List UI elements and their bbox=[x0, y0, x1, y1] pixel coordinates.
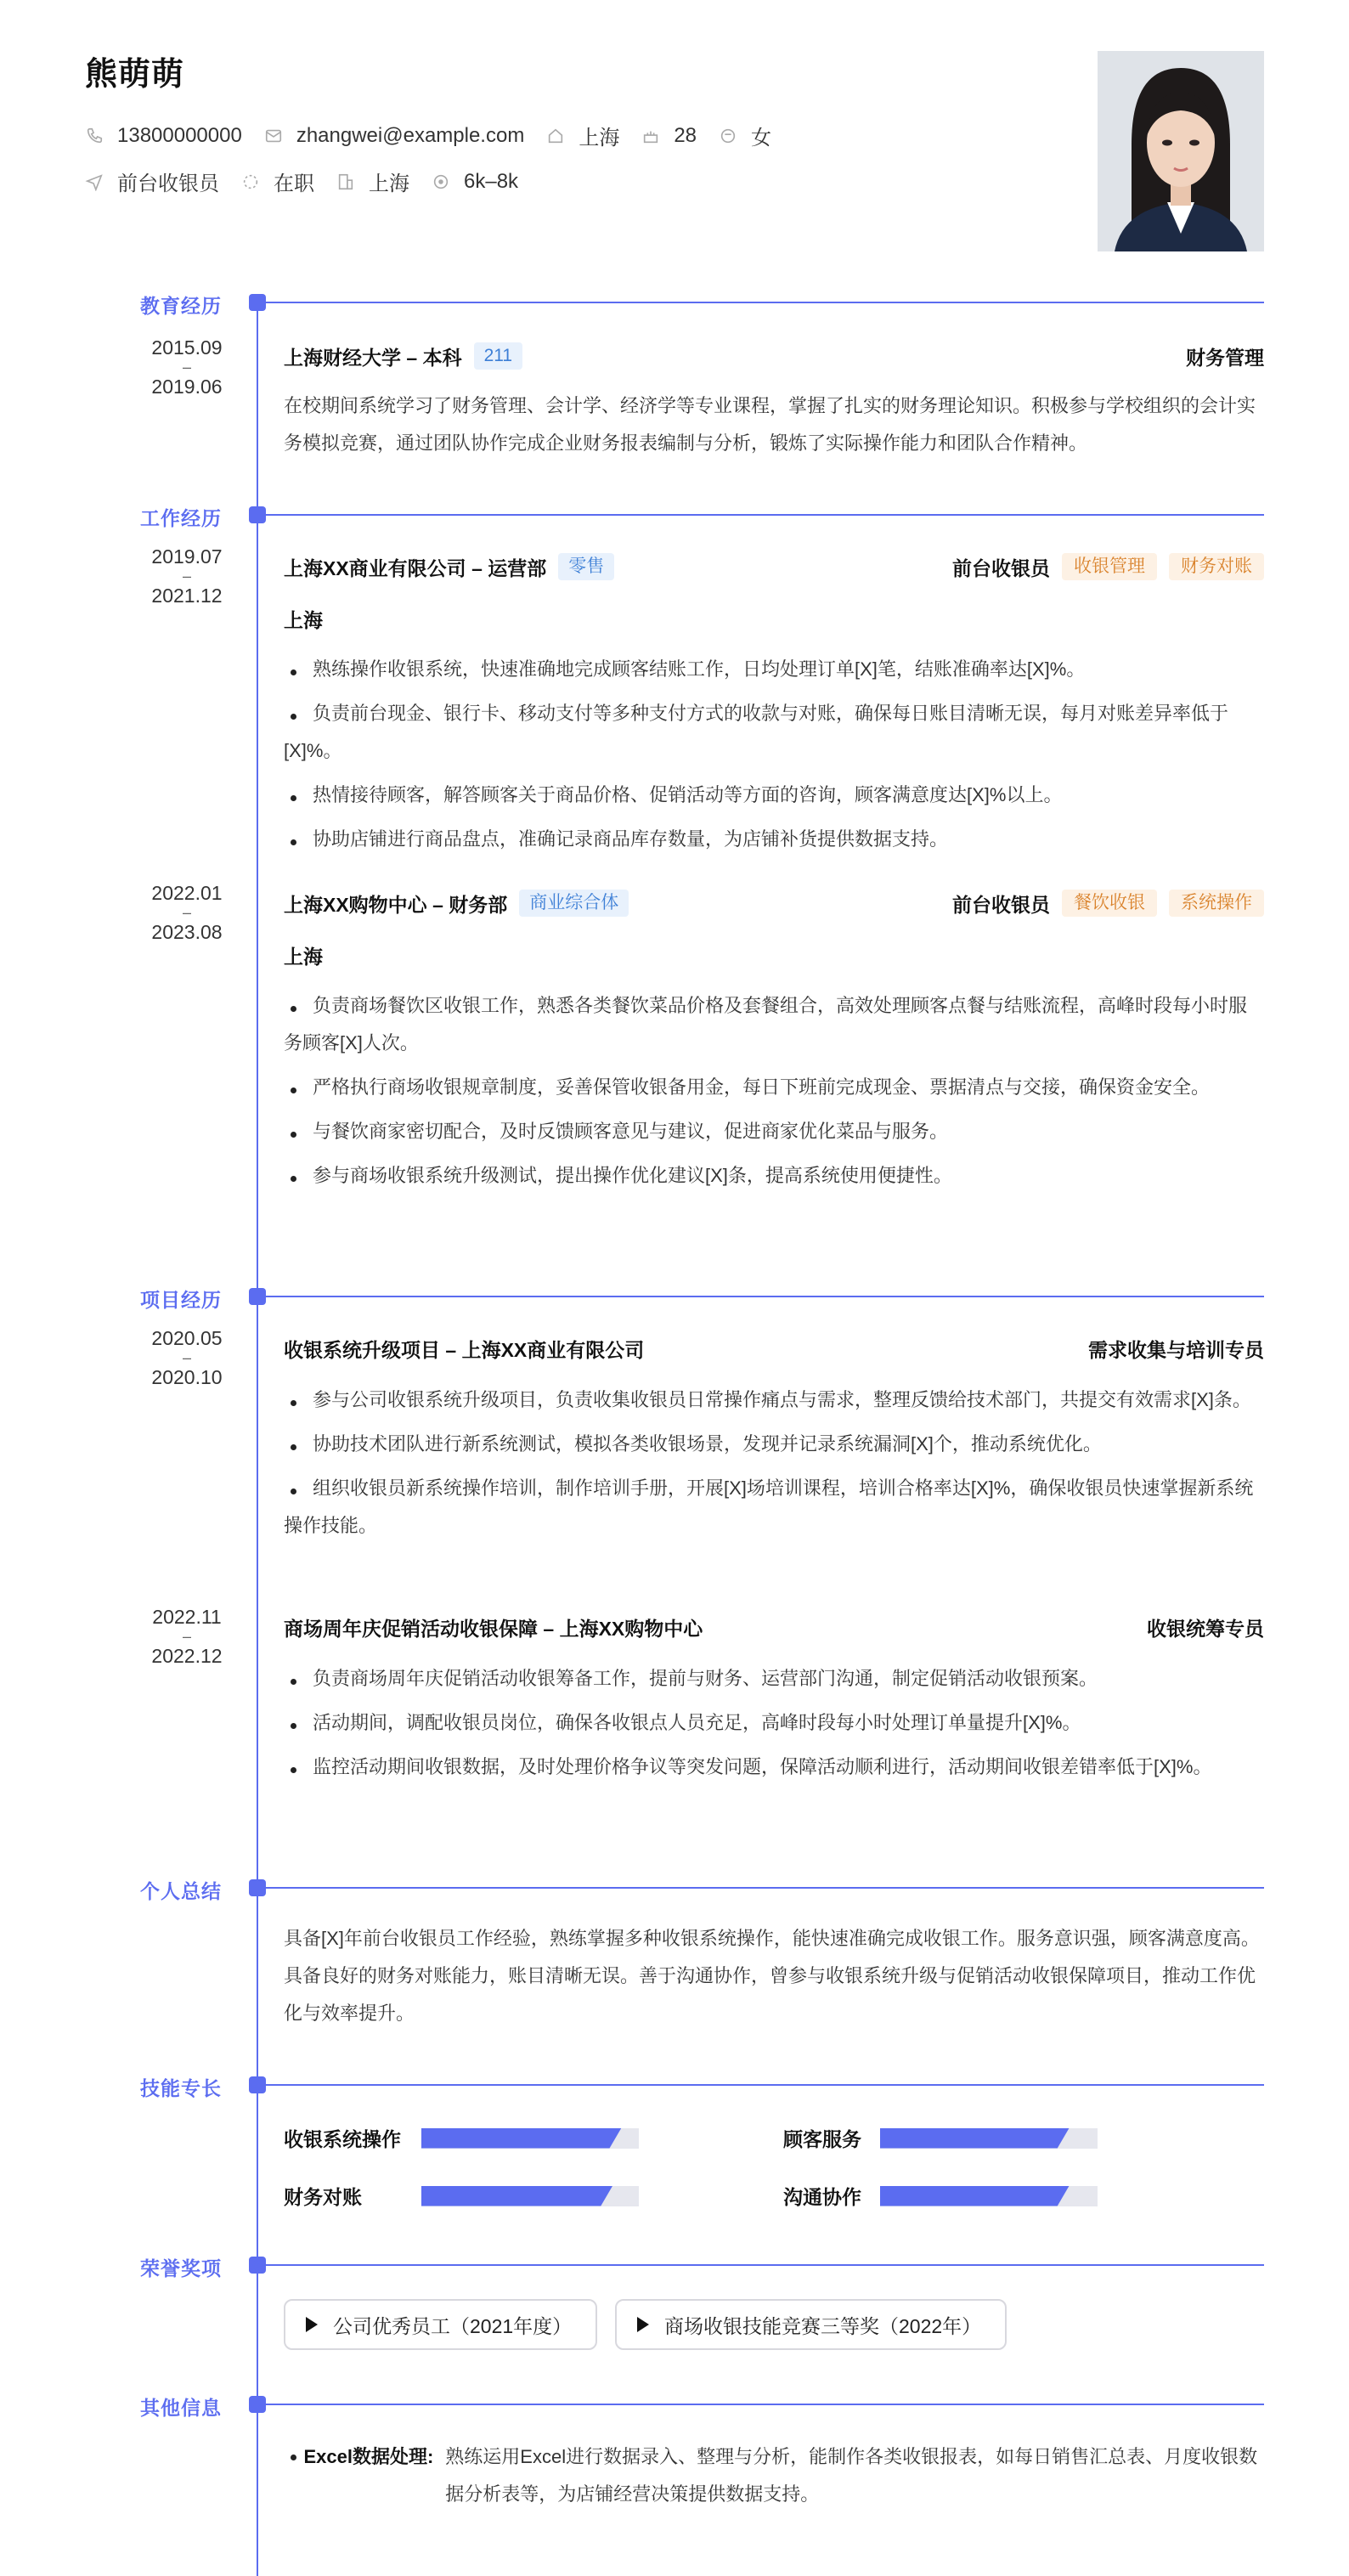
section-skills bbox=[0, 2073, 1349, 2099]
skill-tag: 财务对账 bbox=[1169, 553, 1264, 580]
section-work bbox=[0, 503, 1349, 528]
skill-name: 沟通协作 bbox=[783, 2186, 861, 2208]
section-marker bbox=[249, 2257, 266, 2274]
section-divider bbox=[266, 2404, 1264, 2405]
start-date: 2022.01 bbox=[151, 882, 223, 904]
list-item: 熟练操作收银系统，快速准确地完成顾客结账工作，日均处理订单[X]笔，结账准确率达[X]%。 bbox=[313, 658, 1086, 680]
salary-item bbox=[432, 170, 518, 194]
other-info-item bbox=[284, 2438, 1264, 2513]
list-item: 参与商场收银系统升级测试，提出操作优化建议[X]条，提高系统使用便捷性。 bbox=[313, 1165, 952, 1186]
list-item: 参与公司收银系统升级项目，负责收集收银员日常操作痛点与需求，整理反馈给技术部门，共提交有效需求[X]条。 bbox=[313, 1389, 1251, 1410]
project1-bullets bbox=[284, 1381, 1264, 1551]
project1-title-row bbox=[284, 1334, 1264, 1363]
section-divider bbox=[266, 2084, 1264, 2086]
home-icon bbox=[546, 127, 565, 145]
list-item: 与餐饮商家密切配合，及时反馈顾客意见与建议，促进商家优化菜品与服务。 bbox=[313, 1121, 949, 1142]
status-text: 在职 bbox=[274, 172, 314, 195]
section-divider bbox=[266, 1887, 1264, 1889]
honor-text: 商场收银技能竞赛三等奖（2022年） bbox=[664, 2314, 982, 2337]
section-title: 教育经历 bbox=[140, 295, 222, 317]
list-item: 负责商场周年庆促销活动收银筹备工作，提前与财务、运营部门沟通，制定促销活动收银预案。 bbox=[313, 1668, 1098, 1689]
section-marker bbox=[249, 1879, 266, 1896]
other-info-value: 熟练运用Excel进行数据录入、整理与分析，能制作各类收银报表，如每日销售汇总表、月度收银数据分析表等，为店铺经营决策提供数据支持。 bbox=[445, 2446, 1258, 2505]
start-date: 2015.09 bbox=[151, 336, 223, 359]
industry-tag: 商业综合体 bbox=[519, 890, 629, 917]
work1-bullets bbox=[284, 651, 1264, 865]
school-name: 上海财经大学 – 本科 bbox=[284, 346, 462, 369]
loading-icon bbox=[241, 172, 260, 191]
school-tag: 211 bbox=[474, 342, 522, 370]
skill-fill bbox=[421, 2186, 612, 2206]
honor-item bbox=[284, 2299, 597, 2350]
industry-tag: 零售 bbox=[558, 553, 614, 580]
city-item bbox=[546, 121, 619, 150]
skill-item bbox=[284, 2182, 639, 2210]
skill-item bbox=[783, 2182, 1098, 2210]
job-role: 前台收银员 bbox=[952, 893, 1050, 916]
section-title: 技能专长 bbox=[140, 2077, 222, 2099]
work1-dates: 2019.07 – 2021.12 bbox=[151, 545, 223, 607]
building-icon bbox=[336, 172, 355, 191]
skill-bar bbox=[880, 2128, 1098, 2149]
section-divider bbox=[266, 1296, 1264, 1297]
salary-text: 6k–8k bbox=[464, 169, 519, 193]
project2-title-row bbox=[284, 1613, 1264, 1641]
skill-item bbox=[783, 2124, 1098, 2152]
start-date: 2019.07 bbox=[151, 545, 223, 568]
section-title: 荣誉奖项 bbox=[140, 2257, 222, 2279]
work1-location: 上海 bbox=[284, 609, 323, 631]
company-name: 上海XX商业有限公司 – 运营部 bbox=[284, 556, 547, 579]
gender-icon bbox=[719, 127, 737, 145]
play-icon bbox=[306, 2317, 318, 2332]
section-summary bbox=[0, 1876, 1349, 1901]
profile-photo bbox=[1098, 51, 1264, 251]
project1-dates: 2020.05 – 2020.10 bbox=[151, 1327, 223, 1388]
company-name: 上海XX购物中心 – 财务部 bbox=[284, 893, 508, 916]
end-date: 2021.12 bbox=[151, 585, 223, 607]
email-text: zhangwei@example.com bbox=[296, 123, 525, 147]
section-divider bbox=[266, 302, 1264, 303]
timeline-line bbox=[257, 302, 258, 2576]
skill-tag: 系统操作 bbox=[1169, 890, 1264, 917]
list-item: 活动期间，调配收银员岗位，确保各收银点人员充足，高峰时段每小时处理订单量提升[X]%。 bbox=[313, 1712, 1081, 1733]
start-date: 2020.05 bbox=[151, 1327, 223, 1349]
work2-dates: 2022.01 – 2023.08 bbox=[151, 882, 223, 943]
skill-tag: 收银管理 bbox=[1062, 553, 1157, 580]
project2-dates: 2022.11 – 2022.12 bbox=[151, 1606, 223, 1667]
section-divider bbox=[266, 2264, 1264, 2266]
work1-title-row bbox=[284, 552, 1264, 581]
skill-name: 顾客服务 bbox=[783, 2128, 861, 2150]
summary-text: 具备[X]年前台收银员工作经验，熟练掌握多种收银系统操作，能快速准确完成收银工作。服务意识强，顾客满意度高。具备良好的财务对账能力，账目清晰无误。善于沟通协作，曾参与收银系统升级与促销活动收银保障项目，推动工作优化与效率提升。 bbox=[284, 1928, 1260, 2024]
edu-dates: 2015.09 – 2019.06 bbox=[151, 336, 223, 398]
other-info-key: Excel数据处理: bbox=[303, 2446, 434, 2467]
position-text: 前台收银员 bbox=[117, 172, 219, 195]
section-title: 工作经历 bbox=[140, 507, 222, 529]
end-date: 2019.06 bbox=[151, 376, 223, 398]
age-text: 28 bbox=[674, 123, 697, 147]
list-item: 热情接待顾客，解答顾客关于商品价格、促销活动等方面的咨询，顾客满意度达[X]%以上。 bbox=[313, 784, 1063, 805]
edu-description: 在校期间系统学习了财务管理、会计学、经济学等专业课程，掌握了扎实的财务理论知识。积极参与学校组织的会计实务模拟竞赛，通过团队协作完成企业财务报表编制与分析，锻炼了实际操作能力和团队合作精神。 bbox=[284, 395, 1256, 454]
work2-bullets bbox=[284, 987, 1264, 1201]
skill-item bbox=[284, 2124, 639, 2152]
section-divider bbox=[266, 514, 1264, 516]
skill-tag: 餐饮收银 bbox=[1062, 890, 1157, 917]
job-role: 前台收银员 bbox=[952, 556, 1050, 579]
list-item: 负责前台现金、银行卡、移动支付等多种支付方式的收款与对账，确保每日账目清晰无误，每月对账差异率低于[X]%。 bbox=[284, 703, 1229, 761]
phone-item bbox=[85, 124, 242, 148]
project-role: 需求收集与培训专员 bbox=[1088, 1338, 1264, 1361]
section-title: 其他信息 bbox=[140, 2397, 222, 2419]
phone-icon bbox=[85, 127, 104, 145]
section-marker bbox=[249, 2076, 266, 2093]
send-icon bbox=[85, 172, 104, 191]
status-item bbox=[241, 167, 314, 196]
target-city-item bbox=[336, 167, 409, 196]
cake-icon bbox=[641, 127, 660, 145]
project-title: 收银系统升级项目 – 上海XX商业有限公司 bbox=[284, 1338, 645, 1361]
list-item: 协助店铺进行商品盘点，准确记录商品库存数量，为店铺补货提供数据支持。 bbox=[313, 828, 949, 850]
play-icon bbox=[637, 2317, 649, 2332]
skill-name: 财务对账 bbox=[284, 2186, 362, 2208]
section-projects bbox=[0, 1285, 1349, 1310]
list-item: 监控活动期间收银数据，及时处理价格争议等突发问题，保障活动顺利进行，活动期间收银差错率低于[X]%。 bbox=[313, 1756, 1212, 1777]
gender-item bbox=[719, 121, 771, 150]
gender-text: 女 bbox=[751, 127, 772, 150]
section-marker bbox=[249, 506, 266, 523]
mail-icon bbox=[264, 127, 283, 145]
skill-fill bbox=[880, 2128, 1070, 2149]
job-intent-row bbox=[85, 167, 540, 196]
section-title: 个人总结 bbox=[140, 1880, 222, 1902]
skill-bar bbox=[421, 2128, 639, 2149]
section-other bbox=[0, 2392, 1349, 2418]
city-text: 上海 bbox=[579, 127, 620, 150]
end-date: 2020.10 bbox=[151, 1366, 223, 1388]
end-date: 2022.12 bbox=[151, 1645, 223, 1667]
section-honors bbox=[0, 2253, 1349, 2279]
contact-row bbox=[85, 121, 793, 150]
edu-title-row bbox=[284, 342, 1264, 370]
section-marker bbox=[249, 294, 266, 311]
honor-text: 公司优秀员工（2021年度） bbox=[333, 2314, 573, 2337]
skill-name: 收银系统操作 bbox=[284, 2128, 401, 2150]
project-role: 收银统筹专员 bbox=[1147, 1617, 1264, 1640]
start-date: 2022.11 bbox=[152, 1606, 222, 1628]
section-marker bbox=[249, 2396, 266, 2413]
candidate-name: 熊萌萌 bbox=[85, 57, 185, 93]
project-title: 商场周年庆促销活动收银保障 – 上海XX购物中心 bbox=[284, 1617, 703, 1640]
list-item: 协助技术团队进行新系统测试，模拟各类收银场景，发现并记录系统漏洞[X]个，推动系统优化。 bbox=[313, 1433, 1102, 1455]
age-item bbox=[641, 124, 697, 148]
work2-title-row bbox=[284, 889, 1264, 918]
skill-bar bbox=[880, 2186, 1098, 2206]
section-title: 项目经历 bbox=[140, 1289, 222, 1311]
phone-text: 13800000000 bbox=[117, 123, 242, 147]
skill-fill bbox=[880, 2186, 1070, 2206]
skill-fill bbox=[421, 2128, 622, 2149]
section-education bbox=[0, 291, 1349, 316]
project2-bullets bbox=[284, 1660, 1264, 1793]
target-city-text: 上海 bbox=[369, 172, 409, 195]
coin-icon bbox=[432, 172, 450, 191]
list-item: 严格执行商场收银规章制度，妥善保管收银备用金，每日下班前完成现金、票据清点与交接，确保资金安全。 bbox=[313, 1076, 1211, 1098]
work2-location: 上海 bbox=[284, 946, 323, 968]
list-item: 负责商场餐饮区收银工作，熟悉各类餐饮菜品价格及套餐组合，高效处理顾客点餐与结账流程，高峰时段每小时服务顾客[X]人次。 bbox=[284, 995, 1248, 1054]
email-item bbox=[264, 124, 525, 148]
position-item bbox=[85, 167, 219, 196]
list-item: 组织收银员新系统操作培训，制作培训手册，开展[X]场培训课程，培训合格率达[X]%，确保收银员快速掌握新系统操作技能。 bbox=[284, 1477, 1254, 1536]
major: 财务管理 bbox=[1186, 346, 1264, 369]
end-date: 2023.08 bbox=[151, 921, 223, 943]
honor-item bbox=[615, 2299, 1007, 2350]
section-marker bbox=[249, 1288, 266, 1305]
skill-bar bbox=[421, 2186, 639, 2206]
